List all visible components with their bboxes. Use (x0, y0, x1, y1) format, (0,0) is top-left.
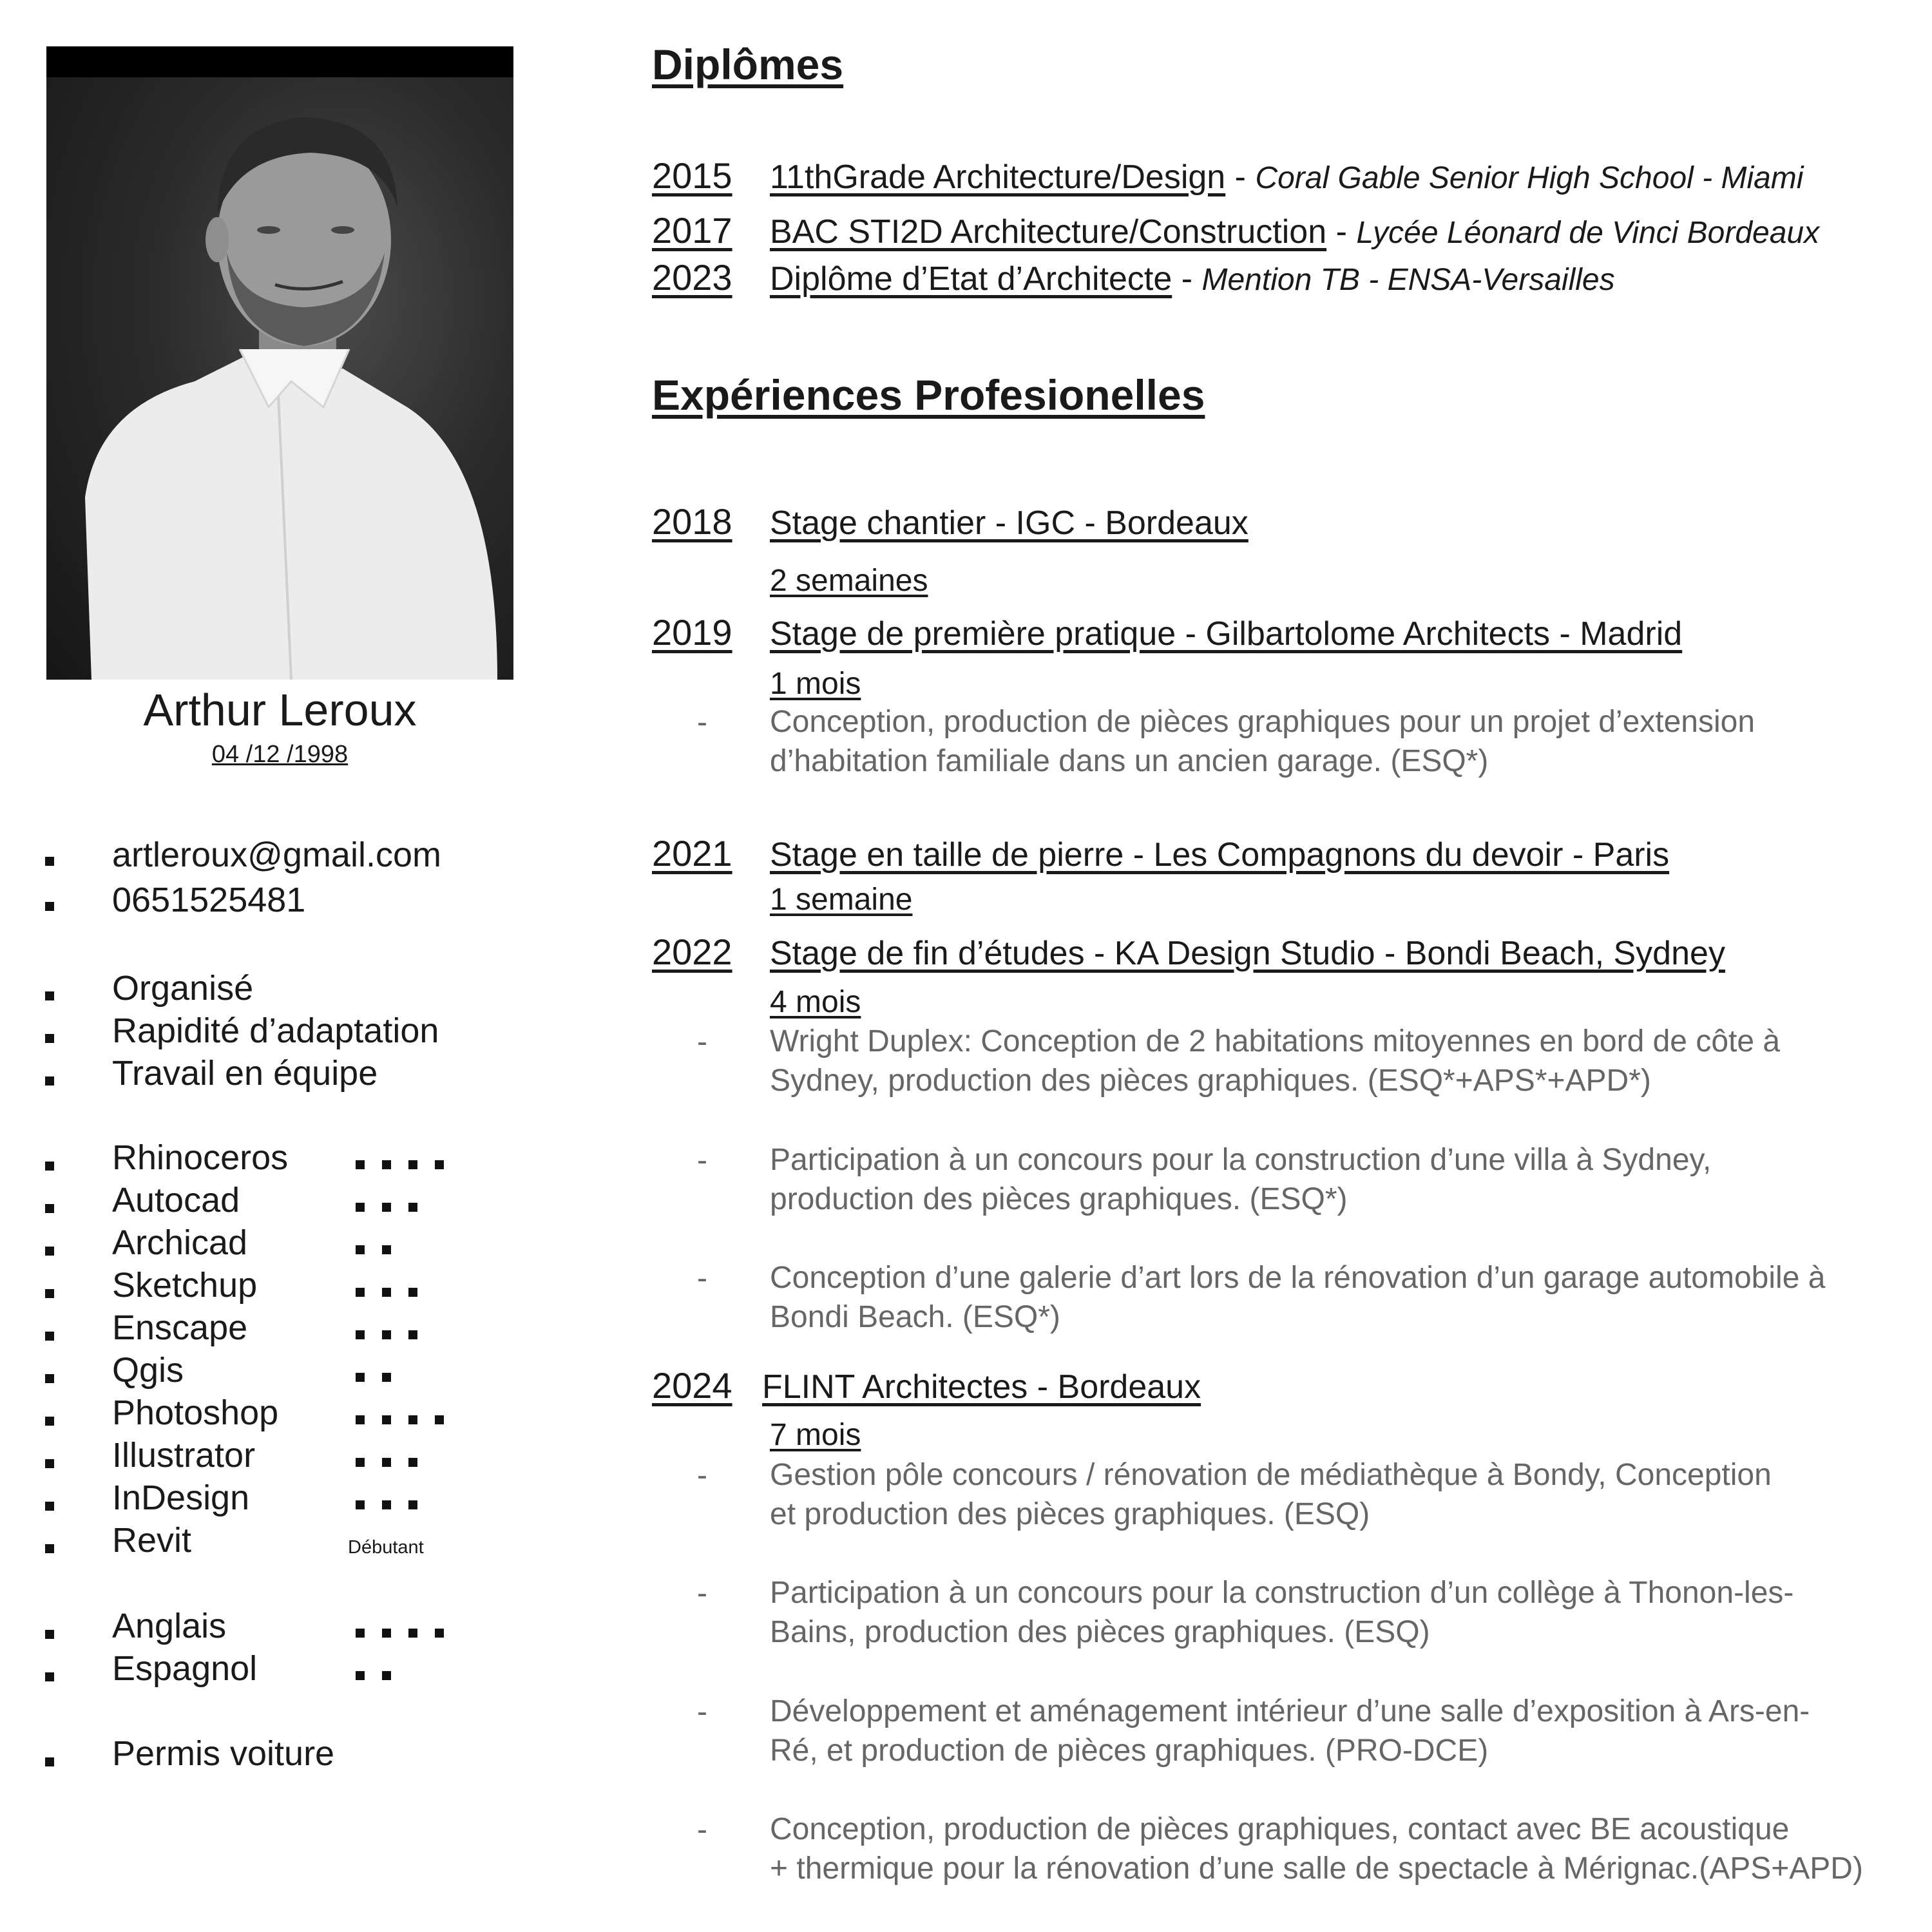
experience-year: 2024 (652, 1365, 732, 1406)
software-item: Archicad (112, 1223, 248, 1262)
task-line: Wright Duplex: Conception de 2 habitations mitoyennes en bord de côte à (770, 1024, 1781, 1058)
candidate-name: Arthur Leroux (143, 685, 417, 735)
experience-year: 2018 (652, 501, 732, 542)
task-line: Sydney, production des pièces graphiques. (ESQ*+APS*+APD*) (770, 1064, 1651, 1098)
diploma-title: BAC STI2D Architecture/Construction (770, 213, 1327, 251)
software-item: Rhinoceros (112, 1138, 289, 1177)
diploma-school: Mention TB - ENSA-Versailles (1201, 263, 1615, 297)
task-line: et production des pièces graphiques. (ESQ) (770, 1497, 1370, 1531)
portrait-photo (46, 46, 513, 680)
skill-level-3 (356, 1203, 417, 1212)
bullet-icon (45, 1034, 54, 1043)
bullet-icon (45, 1076, 54, 1086)
software-item: InDesign (112, 1478, 250, 1517)
experience-title (770, 615, 1682, 653)
diploma-entry (770, 213, 1819, 251)
experience-task (770, 702, 1755, 781)
experience-task (770, 1022, 1780, 1100)
dash-bullet: - (697, 1576, 707, 1611)
skill-level-text: Débutant (348, 1537, 424, 1558)
task-line: + thermique pour la rénovation d’une salle de spectacle à Mérignac.(APS+APD) (770, 1851, 1863, 1886)
skill-level-4 (356, 1629, 444, 1638)
email-link[interactable]: artleroux@gmail.com (112, 836, 441, 874)
task-line: Bondi Beach. (ESQ*) (770, 1300, 1060, 1334)
bullet-icon (45, 1289, 54, 1298)
experience-title-text: Stage en taille de pierre - Les Compagnons du devoir - Paris (770, 836, 1670, 874)
skill-level-3 (356, 1330, 417, 1339)
dash-bullet: - (697, 1143, 707, 1178)
experience-duration: 2 semaines (770, 564, 928, 598)
bullet-icon (45, 1332, 54, 1341)
birthdate: 04 /12 /1998 (211, 741, 349, 768)
task-line: Participation à un concours pour la construction d’un collège à Thonon-les- (770, 1576, 1794, 1610)
task-line: Conception, production de pièces graphiques pour un projet d’extension (770, 705, 1755, 739)
experience-title-text: FLINT Architectes - Bordeaux (762, 1368, 1201, 1406)
task-line: Ré, et production de pièces graphiques. (PRO-DCE) (770, 1734, 1489, 1768)
diploma-school: Lycée Léonard de Vinci Bordeaux (1356, 216, 1820, 250)
bullet-icon (45, 1417, 54, 1426)
experience-year: 2021 (652, 833, 732, 874)
software-item: Revit (112, 1521, 192, 1560)
experience-heading: Expériences Profesionelles (652, 371, 1205, 419)
experience-task (770, 1258, 1825, 1337)
task-line: Développement et aménagement intérieur d’une salle d’exposition à Ars-en- (770, 1694, 1810, 1728)
diplomas-heading: Diplômes (652, 41, 844, 88)
experience-title-text: Stage de première pratique - Gilbartolome Architects - Madrid (770, 615, 1683, 653)
separator: - (1326, 213, 1357, 251)
bullet-icon (45, 1630, 54, 1639)
skill-level-2 (356, 1245, 391, 1254)
software-item: Illustrator (112, 1436, 256, 1475)
software-item: Autocad (112, 1181, 240, 1219)
experience-title (770, 836, 1669, 874)
quality-item: Organisé (112, 969, 254, 1008)
experience-duration: 1 semaine (770, 883, 913, 917)
task-line: Participation à un concours pour la construction d’une villa à Sydney, (770, 1143, 1712, 1177)
skill-level-3 (356, 1288, 417, 1297)
diploma-school: Coral Gable Senior High School - Miami (1255, 161, 1804, 195)
skill-level-3 (356, 1500, 417, 1509)
bullet-icon (45, 1204, 54, 1213)
skill-level-3 (356, 1458, 417, 1467)
bullet-icon (45, 1757, 54, 1766)
diploma-year: 2017 (652, 210, 732, 251)
bullet-icon (45, 1162, 54, 1171)
experience-task (770, 1573, 1793, 1652)
software-item: Enscape (112, 1308, 248, 1347)
bullet-icon (45, 1247, 54, 1256)
dash-bullet: - (697, 705, 707, 740)
bullet-icon (45, 1374, 54, 1383)
task-line: Gestion pôle concours / rénovation de médiathèque à Bondy, Conception (770, 1458, 1772, 1492)
bullet-icon (45, 1544, 54, 1553)
task-line: d’habitation familiale dans un ancien garage. (ESQ*) (770, 744, 1489, 778)
language-item: Anglais (112, 1607, 227, 1645)
experience-title (762, 1368, 1201, 1406)
other-item: Permis voiture (112, 1734, 335, 1773)
language-item: Espagnol (112, 1649, 258, 1688)
experience-duration: 7 mois (770, 1418, 861, 1452)
quality-item: Travail en équipe (112, 1054, 378, 1093)
experience-task (770, 1810, 1863, 1888)
dash-bullet: - (697, 1459, 707, 1493)
experience-duration: 4 mois (770, 985, 861, 1019)
diploma-title: 11thGrade Architecture/Design (770, 158, 1226, 196)
diploma-entry (770, 260, 1615, 298)
dash-bullet: - (697, 1813, 707, 1847)
quality-item: Rapidité d’adaptation (112, 1011, 439, 1050)
software-item: Qgis (112, 1351, 184, 1390)
separator: - (1172, 260, 1202, 298)
dash-bullet: - (697, 1261, 707, 1296)
experience-title-text: Stage chantier - IGC - Bordeaux (770, 504, 1248, 542)
task-line: Conception d’une galerie d’art lors de la rénovation d’un garage automobile à (770, 1261, 1826, 1295)
skill-level-4 (356, 1415, 444, 1424)
software-item: Sketchup (112, 1266, 258, 1305)
bullet-icon (45, 1459, 54, 1468)
separator: - (1225, 158, 1256, 196)
experience-duration: 1 mois (770, 667, 861, 701)
experience-title (770, 504, 1248, 542)
phone-number[interactable]: 0651525481 (112, 881, 306, 919)
portrait-illustration (46, 46, 513, 680)
diploma-year: 2015 (652, 155, 732, 196)
dash-bullet: - (697, 1695, 707, 1729)
experience-task (770, 1140, 1711, 1219)
experience-task (770, 1455, 1772, 1534)
skill-level-2 (356, 1373, 391, 1382)
bullet-icon (45, 991, 54, 1000)
experience-year: 2019 (652, 612, 732, 653)
dash-bullet: - (697, 1025, 707, 1059)
skill-level-4 (356, 1160, 444, 1169)
experience-task (770, 1692, 1810, 1770)
task-line: Bains, production des pièces graphiques. (ESQ) (770, 1615, 1430, 1649)
diploma-title: Diplôme d’Etat d’Architecte (770, 260, 1172, 298)
skill-level-2 (356, 1671, 391, 1680)
experience-title-text: Stage de fin d’études - KA Design Studio - Bondi Beach, Sydney (770, 935, 1725, 972)
bullet-icon (45, 902, 54, 911)
diploma-entry (770, 158, 1803, 196)
bullet-icon (45, 857, 54, 866)
diploma-year: 2023 (652, 257, 732, 298)
task-line: production des pièces graphiques. (ESQ*) (770, 1182, 1348, 1216)
bullet-icon (45, 1502, 54, 1511)
experience-title (770, 934, 1725, 973)
task-line: Conception, production de pièces graphiques, contact avec BE acoustique (770, 1812, 1790, 1846)
bullet-icon (45, 1672, 54, 1681)
software-item: Photoshop (112, 1393, 279, 1432)
experience-year: 2022 (652, 932, 732, 972)
